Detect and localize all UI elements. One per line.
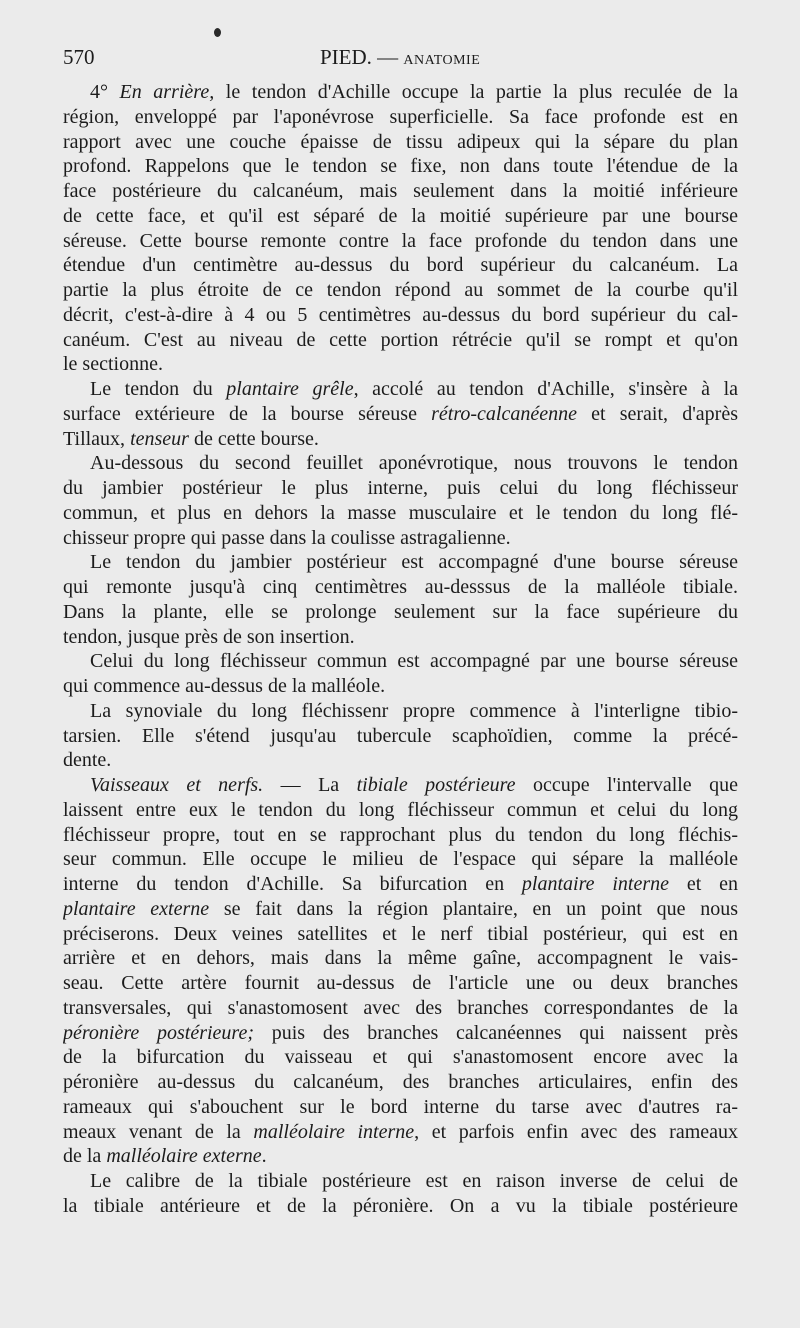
text-line <box>63 80 738 105</box>
text-line <box>63 946 738 971</box>
text-line <box>63 501 738 526</box>
italic-term: plantaire externe <box>63 897 210 920</box>
text-run: dente. <box>63 749 112 772</box>
text-run: canéum. C'est au niveau de cette portion rétrécie qu'il se rompt et qu'on <box>63 328 738 351</box>
text-run: de cette face, et qu'il est séparé de la moitié supérieure par une bourse <box>63 204 738 227</box>
text-line <box>63 179 738 204</box>
ink-dot <box>214 28 221 37</box>
italic-term: tibiale postérieure <box>356 774 516 796</box>
text-line <box>63 328 738 353</box>
text-line <box>63 1194 738 1219</box>
text-run: arrière et en dehors, mais dans la même gaîne, accompagnent le vais- <box>63 947 738 970</box>
text-run: . <box>261 1145 267 1168</box>
italic-term: rétro-calcanéenne <box>431 402 577 425</box>
body-text <box>63 80 738 1219</box>
text-line <box>63 253 738 278</box>
text-line <box>63 872 738 897</box>
text-line <box>63 1144 738 1169</box>
running-head <box>320 45 480 70</box>
text-run: rameaux qui s'abouchent sur le bord interne du tarse avec d'autres ra- <box>63 1095 738 1118</box>
text-run: chisseur propre qui passe dans la coulisse astragalienne. <box>63 526 511 549</box>
text-line <box>63 674 738 699</box>
text-run: partie la plus étroite de ce tendon répond au sommet de la courbe qu'il <box>63 279 738 301</box>
text-run: profond. Rappelons que le tendon se fixe, non dans toute l'étendue de la <box>63 155 738 178</box>
italic-term: plantaire interne <box>521 873 669 895</box>
text-run: tendon, jusque près de son insertion. <box>63 625 355 648</box>
text-line <box>63 600 738 625</box>
text-line <box>63 1045 738 1070</box>
text-run: Le tendon du <box>90 378 227 400</box>
text-line <box>63 847 738 872</box>
text-line <box>63 526 738 551</box>
text-line <box>63 699 738 724</box>
text-run: , et parfois enfin avec des rameaux <box>414 1120 738 1143</box>
text-run: péronière au-dessus du calcanéum, des branches articulaires, enfin des <box>63 1071 738 1093</box>
text-line <box>63 427 738 452</box>
text-line <box>63 105 738 130</box>
text-run: transversales, qui s'anastomosent avec des branches correspondantes de la <box>63 996 738 1019</box>
text-run: qui commence au-dessus de la malléole. <box>63 675 386 697</box>
text-line <box>63 823 738 848</box>
text-run: face postérieure du calcanéum, mais seulement dans la moitié inférieure <box>63 180 738 202</box>
text-run: puis des branches calcanéennes qui naissent près <box>254 1021 738 1044</box>
text-run: région, enveloppé par l'aponévrose superficielle. Sa face profonde est en <box>63 105 738 128</box>
text-line <box>63 278 738 303</box>
text-line <box>63 1169 738 1194</box>
text-run: laissent entre eux le tendon du long fléchisseur commun et celui du long <box>63 798 738 821</box>
text-run: de la <box>63 1145 107 1168</box>
text-line <box>63 402 738 427</box>
text-run: meaux venant de la <box>63 1120 254 1143</box>
text-run: la tibiale antérieure et de la péronière. On a vu la tibiale postérieure <box>63 1194 738 1217</box>
text-run: seur commun. Elle occupe le milieu de l'espace qui sépare la malléole <box>63 848 738 871</box>
text-line <box>63 377 738 402</box>
text-run: préciserons. Deux veines satellites et le nerf tibial postérieur, qui est en <box>63 922 738 945</box>
text-line <box>63 1120 738 1145</box>
text-run: Dans la plante, elle se prolonge seulement sur la face supérieure du <box>63 600 738 623</box>
italic-term: malléolaire interne <box>253 1120 415 1143</box>
italic-term: tenseur <box>130 427 189 450</box>
running-head-subtitle: ANATOMIE <box>403 53 481 68</box>
text-run: seau. Cette artère fournit au-dessus de l'article une ou deux branches <box>63 972 738 994</box>
text-run: le tendon d'Achille occupe la partie la plus reculée de la <box>214 81 738 103</box>
text-line <box>63 1095 738 1120</box>
text-line <box>63 352 738 377</box>
italic-term: En arrière, <box>119 81 215 103</box>
text-run: , accolé au tendon d'Achille, s'insère à la <box>353 378 738 400</box>
text-run: Le tendon du jambier postérieur est accompagné d'une bourse séreuse <box>90 551 738 574</box>
text-line <box>63 971 738 996</box>
text-run: tarsien. Elle s'étend jusqu'au tubercule scaphoïdien, comme la précé- <box>63 724 738 747</box>
text-line <box>63 154 738 179</box>
running-head-separator: — <box>377 45 399 69</box>
text-line <box>63 1021 738 1046</box>
text-line <box>63 625 738 650</box>
text-run: étendue d'un centimètre au-dessus du bord supérieur du calcanéum. La <box>63 254 738 277</box>
text-line <box>63 204 738 229</box>
text-line <box>63 649 738 674</box>
text-line <box>63 724 738 749</box>
text-run: interne du tendon d'Achille. Sa bifurcation en <box>63 873 522 895</box>
text-run: surface extérieure de la bourse séreuse <box>63 402 432 425</box>
page-header <box>63 45 738 75</box>
text-run: La synoviale du long fléchissenr propre commence à l'interligne tibio- <box>90 699 738 722</box>
text-line <box>63 773 738 798</box>
text-run: Le calibre de la tibiale postérieure est en raison inverse de celui de <box>90 1170 738 1192</box>
text-run: décrit, c'est-à-dire à 4 ou 5 centimètres au-dessus du bord supérieur du cal- <box>63 303 738 326</box>
text-run: se fait dans la région plantaire, en un point que nous <box>209 897 738 920</box>
running-head-title: PIED. <box>320 45 372 69</box>
text-line <box>63 550 738 575</box>
text-run: Celui du long fléchisseur commun est accompagné par une bourse séreuse <box>90 650 738 673</box>
text-run: commun, et plus en dehors la masse musculaire et le tendon du long flé- <box>63 501 738 524</box>
text-run: séreuse. Cette bourse remonte contre la face profonde du tendon dans une <box>63 229 738 252</box>
text-line <box>63 996 738 1021</box>
text-run: le sectionne. <box>63 353 163 376</box>
text-run: occupe l'intervalle que <box>515 774 738 796</box>
text-line <box>63 575 738 600</box>
text-run: de cette bourse. <box>188 427 319 450</box>
text-line <box>63 748 738 773</box>
text-line <box>63 897 738 922</box>
text-run: 4° <box>90 81 120 103</box>
text-line <box>63 303 738 328</box>
text-line <box>63 476 738 501</box>
text-line <box>63 1070 738 1095</box>
text-run: et en <box>669 873 738 895</box>
italic-term: péronière postérieure; <box>63 1021 255 1044</box>
text-run: du jambier postérieur le plus interne, puis celui du long fléchisseur <box>63 477 738 499</box>
text-run: rapport avec une couche épaisse de tissu adipeux qui la sépare du plan <box>63 130 738 153</box>
italic-term: Vaisseaux et nerfs. <box>90 774 264 796</box>
text-line <box>63 451 738 476</box>
text-run: et serait, d'après <box>576 402 738 425</box>
text-line <box>63 798 738 823</box>
page-number: 570 <box>63 45 95 69</box>
italic-term: plantaire grêle <box>226 378 354 400</box>
text-run: fléchisseur propre, tout en se rapprochant plus du tendon du long fléchis- <box>63 823 738 846</box>
text-run: de la bifurcation du vaisseau et qui s'anastomosent encore avec la <box>63 1046 738 1069</box>
text-run: — La <box>263 774 357 796</box>
italic-term: malléolaire externe <box>106 1145 262 1168</box>
text-run: qui remonte jusqu'à cinq centimètres au-desssus de la malléole tibiale. <box>63 576 738 598</box>
text-line <box>63 922 738 947</box>
text-run: Au-dessous du second feuillet aponévrotique, nous trouvons le tendon <box>90 452 738 475</box>
text-run: Tillaux, <box>63 427 131 450</box>
text-line <box>63 229 738 254</box>
text-line <box>63 130 738 155</box>
